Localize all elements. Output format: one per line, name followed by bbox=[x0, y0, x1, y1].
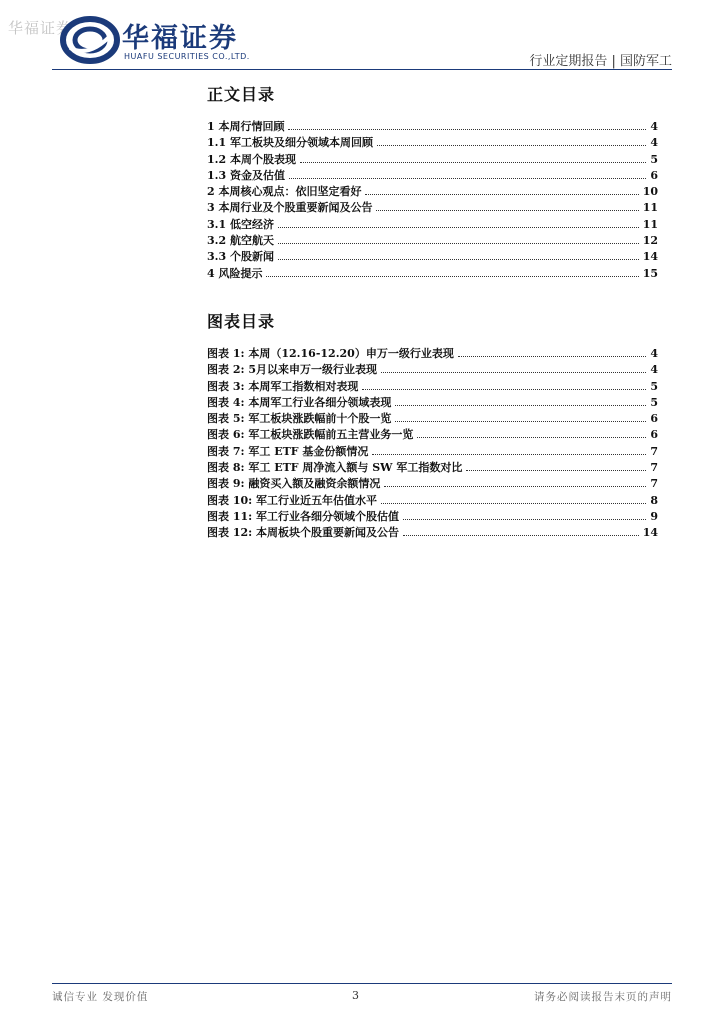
toc-entry[interactable] bbox=[207, 459, 658, 475]
footer-divider bbox=[52, 983, 672, 984]
toc-entry[interactable] bbox=[207, 232, 658, 248]
toc-entry[interactable] bbox=[207, 378, 658, 394]
toc-entry-label[interactable]: 1.1 军工板块及细分领域本周回顾 bbox=[207, 136, 373, 150]
toc-entry[interactable] bbox=[207, 248, 658, 264]
toc-entry[interactable] bbox=[207, 118, 658, 134]
toc-dot-leader bbox=[395, 420, 646, 422]
toc-entry-label[interactable]: 图表 10: 军工行业近五年估值水平 bbox=[207, 493, 378, 507]
toc-entry-label[interactable]: 图表 5: 军工板块涨跌幅前十个股一览 bbox=[207, 412, 392, 426]
logo-name-en: HUAFU SECURITIES CO.,LTD. bbox=[124, 52, 250, 61]
toc-entry-page[interactable]: 5 bbox=[650, 379, 658, 393]
toc-entry-page[interactable]: 7 bbox=[650, 477, 658, 491]
header-report-type: 行业定期报告 | 国防军工 bbox=[529, 54, 672, 69]
contents-title: 正文目录 bbox=[207, 85, 276, 104]
toc-entry[interactable] bbox=[207, 475, 658, 491]
toc-entry[interactable] bbox=[207, 508, 658, 524]
toc-entry-page[interactable]: 6 bbox=[650, 412, 658, 426]
toc-entry-label[interactable]: 1 本周行情回顾 bbox=[207, 120, 285, 133]
toc-dot-leader bbox=[377, 144, 646, 146]
toc-entry[interactable] bbox=[207, 426, 658, 442]
toc-dot-leader bbox=[372, 453, 646, 455]
toc-dot-leader bbox=[376, 209, 638, 211]
toc-entry-label[interactable]: 3.1 低空经济 bbox=[207, 217, 274, 231]
figures-title: 图表目录 bbox=[207, 312, 276, 331]
toc-entry-label[interactable]: 图表 2: 5月以来申万一级行业表现 bbox=[207, 363, 378, 377]
contents-list bbox=[207, 118, 658, 281]
toc-entry-page[interactable]: 6 bbox=[650, 428, 658, 442]
toc-entry[interactable] bbox=[207, 199, 658, 215]
toc-entry-page[interactable]: 4 bbox=[650, 363, 658, 377]
toc-entry[interactable] bbox=[207, 216, 658, 232]
toc-entry-page[interactable]: 15 bbox=[642, 266, 658, 280]
toc-entry-label[interactable]: 图表 1: 本周（12.16-12.20）申万一级行业表现 bbox=[207, 347, 454, 360]
toc-entry-label[interactable]: 2 本周核心观点：依旧坚定看好 bbox=[207, 185, 362, 199]
toc-dot-leader bbox=[381, 371, 646, 373]
toc-dot-leader bbox=[278, 226, 639, 228]
toc-entry[interactable] bbox=[207, 265, 658, 281]
page-number: 3 bbox=[352, 989, 359, 1002]
toc-dot-leader bbox=[384, 485, 646, 487]
toc-entry[interactable] bbox=[207, 134, 658, 150]
toc-dot-leader bbox=[395, 404, 646, 406]
toc-dot-leader bbox=[288, 128, 646, 130]
toc-entry-label[interactable]: 图表 3: 本周军工指数相对表现 bbox=[207, 379, 359, 393]
toc-entry-page[interactable]: 14 bbox=[642, 250, 658, 264]
toc-entry-label[interactable]: 图表 6: 军工板块涨跌幅前五主营业务一览 bbox=[207, 428, 414, 442]
toc-entry-label[interactable]: 1.2 本周个股表现 bbox=[207, 152, 296, 166]
toc-entry-page[interactable]: 10 bbox=[642, 185, 658, 199]
toc-entry-page[interactable]: 4 bbox=[650, 347, 658, 360]
toc-entry-label[interactable]: 图表 7: 军工 ETF 基金份额情况 bbox=[207, 444, 369, 458]
figures-list bbox=[207, 345, 658, 541]
toc-entry[interactable] bbox=[207, 394, 658, 410]
footer-disclaimer: 请务必阅读报告末页的声明 bbox=[534, 991, 672, 1003]
toc-entry-page[interactable]: 6 bbox=[650, 168, 658, 182]
toc-dot-leader bbox=[278, 258, 639, 260]
logo-name-cn: 华福证券 bbox=[122, 23, 238, 54]
footer-slogan: 诚信专业 发现价值 bbox=[52, 991, 149, 1003]
toc-dot-leader bbox=[417, 436, 646, 438]
toc-dot-leader bbox=[278, 242, 639, 244]
toc-entry-page[interactable]: 14 bbox=[642, 526, 658, 540]
toc-entry-page[interactable]: 5 bbox=[650, 395, 658, 409]
toc-entry-page[interactable]: 11 bbox=[642, 201, 658, 215]
toc-entry[interactable] bbox=[207, 151, 658, 167]
toc-entry[interactable] bbox=[207, 524, 658, 540]
toc-entry-label[interactable]: 图表 9: 融资买入额及融资余额情况 bbox=[207, 477, 381, 491]
toc-dot-leader bbox=[403, 518, 646, 520]
toc-entry-page[interactable]: 4 bbox=[650, 136, 658, 150]
toc-dot-leader bbox=[403, 534, 639, 536]
toc-entry[interactable] bbox=[207, 443, 658, 459]
toc-entry-label[interactable]: 3.2 航空航天 bbox=[207, 234, 274, 248]
toc-entry-page[interactable]: 11 bbox=[642, 217, 658, 231]
toc-entry-page[interactable]: 4 bbox=[650, 120, 658, 133]
toc-entry-page[interactable]: 12 bbox=[642, 234, 658, 248]
toc-entry[interactable] bbox=[207, 410, 658, 426]
toc-dot-leader bbox=[266, 275, 638, 277]
toc-dot-leader bbox=[362, 388, 646, 390]
toc-entry-label[interactable]: 图表 4: 本周军工行业各细分领域表现 bbox=[207, 395, 392, 409]
toc-entry-label[interactable]: 4 风险提示 bbox=[207, 266, 263, 280]
toc-entry-page[interactable]: 7 bbox=[650, 461, 658, 475]
toc-entry-label[interactable]: 3 本周行业及个股重要新闻及公告 bbox=[207, 201, 373, 215]
toc-entry-page[interactable]: 9 bbox=[650, 509, 658, 523]
toc-entry-label[interactable]: 图表 8: 军工 ETF 周净流入额与 SW 军工指数对比 bbox=[207, 461, 463, 475]
toc-entry-label[interactable]: 图表 11: 军工行业各细分领域个股估值 bbox=[207, 509, 400, 523]
toc-entry-page[interactable]: 8 bbox=[650, 493, 658, 507]
toc-entry-page[interactable]: 7 bbox=[650, 444, 658, 458]
toc-dot-leader bbox=[289, 177, 646, 179]
toc-entry-label[interactable]: 3.3 个股新闻 bbox=[207, 250, 274, 264]
toc-dot-leader bbox=[381, 502, 646, 504]
toc-entry-page[interactable]: 5 bbox=[650, 152, 658, 166]
header-divider bbox=[52, 69, 672, 70]
toc-dot-leader bbox=[458, 355, 647, 357]
watermark-text: 华福证券 bbox=[8, 19, 73, 37]
toc-entry[interactable] bbox=[207, 345, 658, 361]
toc-dot-leader bbox=[466, 469, 646, 471]
toc-entry-label[interactable]: 图表 12: 本周板块个股重要新闻及公告 bbox=[207, 526, 400, 540]
toc-entry[interactable] bbox=[207, 492, 658, 508]
toc-dot-leader bbox=[365, 193, 638, 195]
toc-dot-leader bbox=[300, 161, 646, 163]
toc-entry-label[interactable]: 1.3 资金及估值 bbox=[207, 168, 285, 182]
toc-entry[interactable] bbox=[207, 361, 658, 377]
toc-entry[interactable] bbox=[207, 183, 658, 199]
huafu-logo-icon bbox=[60, 14, 120, 66]
toc-entry[interactable] bbox=[207, 167, 658, 183]
